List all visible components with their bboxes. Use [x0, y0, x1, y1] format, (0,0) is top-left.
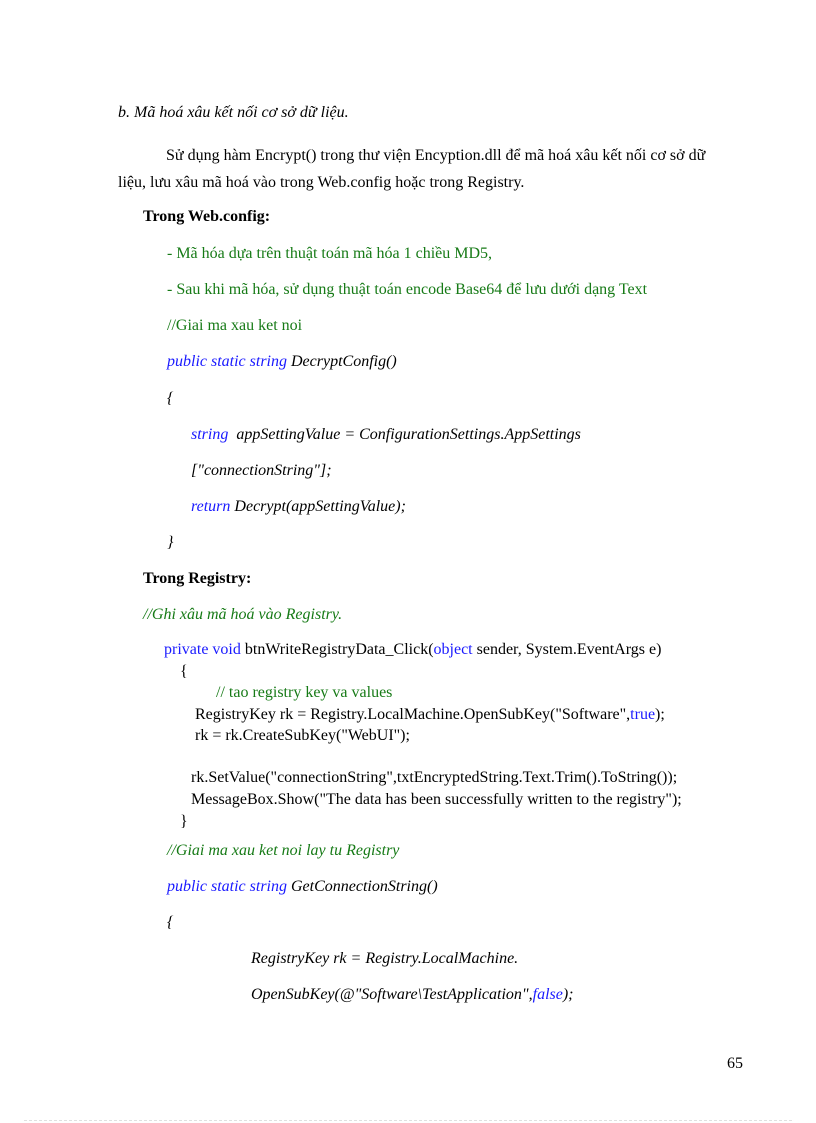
get-connection-signature [167, 877, 438, 897]
decryptconfig-signature [167, 352, 397, 372]
code-line-message-box: MessageBox.Show("The data has been successfully written to the registry"); [191, 791, 682, 808]
code-text: Decrypt(appSettingValue); [230, 498, 406, 515]
method-name: DecryptConfig() [287, 353, 397, 370]
keyword: public static string [167, 878, 287, 895]
webconfig-bullet-2: - Sau khi mã hóa, sử dụng thuật toán encode Base64 để lưu dưới dạng Text [167, 281, 648, 298]
code-line-app-setting [191, 425, 581, 445]
registry-comment: //Ghi xâu mã hoá vào Registry. [143, 606, 343, 623]
open-brace: { [167, 914, 174, 931]
method-name: GetConnectionString() [287, 878, 438, 895]
code-line-return [191, 497, 406, 517]
code-text: appSettingValue = ConfigurationSettings.AppSettings [228, 426, 581, 443]
code-text: RegistryKey rk = Registry.LocalMachine.OpenSubKey("Software", [195, 706, 631, 723]
code-text: sender, System.EventArgs e) [472, 641, 662, 658]
keyword: public static string [167, 353, 287, 370]
code-line-connection-string: ["connectionString"]; [191, 462, 332, 479]
code-text: OpenSubKey(@"Software\TestApplication", [251, 986, 533, 1003]
webconfig-heading: Trong Web.config: [143, 208, 271, 225]
keyword: string [191, 426, 229, 443]
write-registry-signature [164, 640, 661, 660]
webconfig-bullet-1: - Mã hóa dựa trên thuật toán mã hóa 1 chiều MD5, [167, 245, 493, 262]
close-brace: } [167, 534, 174, 551]
code-line-open-subkey [195, 705, 665, 725]
code-line-registry-key: RegistryKey rk = Registry.LocalMachine. [251, 950, 519, 967]
page-bottom-divider [24, 1120, 792, 1121]
intro-paragraph-line-2: liệu, lưu xâu mã hoá vào trong Web.config hoặc trong Registry. [118, 174, 525, 191]
open-brace: { [180, 663, 188, 680]
section-heading: b. Mã hoá xâu kết nối cơ sở dữ liệu. [118, 104, 349, 121]
keyword: object [433, 641, 473, 658]
keyword: private void [164, 641, 241, 658]
keyword: true [630, 706, 656, 723]
page-number: 65 [727, 1055, 743, 1072]
method-name: btnWriteRegistryData_Click( [240, 641, 434, 658]
inner-comment: // tao registry key va values [216, 684, 393, 701]
open-brace: { [167, 390, 174, 407]
code-text: ); [562, 986, 574, 1003]
get-connection-comment: //Giai ma xau ket noi lay tu Registry [167, 842, 400, 859]
intro-paragraph-line-1: Sử dụng hàm Encrypt() trong thư viện Encyption.dll để mã hoá xâu kết nối cơ sở dữ [166, 147, 706, 164]
code-text: ); [655, 706, 665, 723]
keyword: return [191, 498, 231, 515]
close-brace: } [180, 813, 188, 830]
code-line-set-value: rk.SetValue("connectionString",txtEncryptedString.Text.Trim().ToString()); [191, 769, 678, 786]
code-line-create-subkey: rk = rk.CreateSubKey("WebUI"); [195, 727, 410, 744]
code-line-open-subkey-test [251, 985, 574, 1005]
keyword: false [532, 986, 563, 1003]
registry-heading: Trong Registry: [143, 570, 252, 587]
webconfig-comment: //Giai ma xau ket noi [167, 317, 303, 334]
